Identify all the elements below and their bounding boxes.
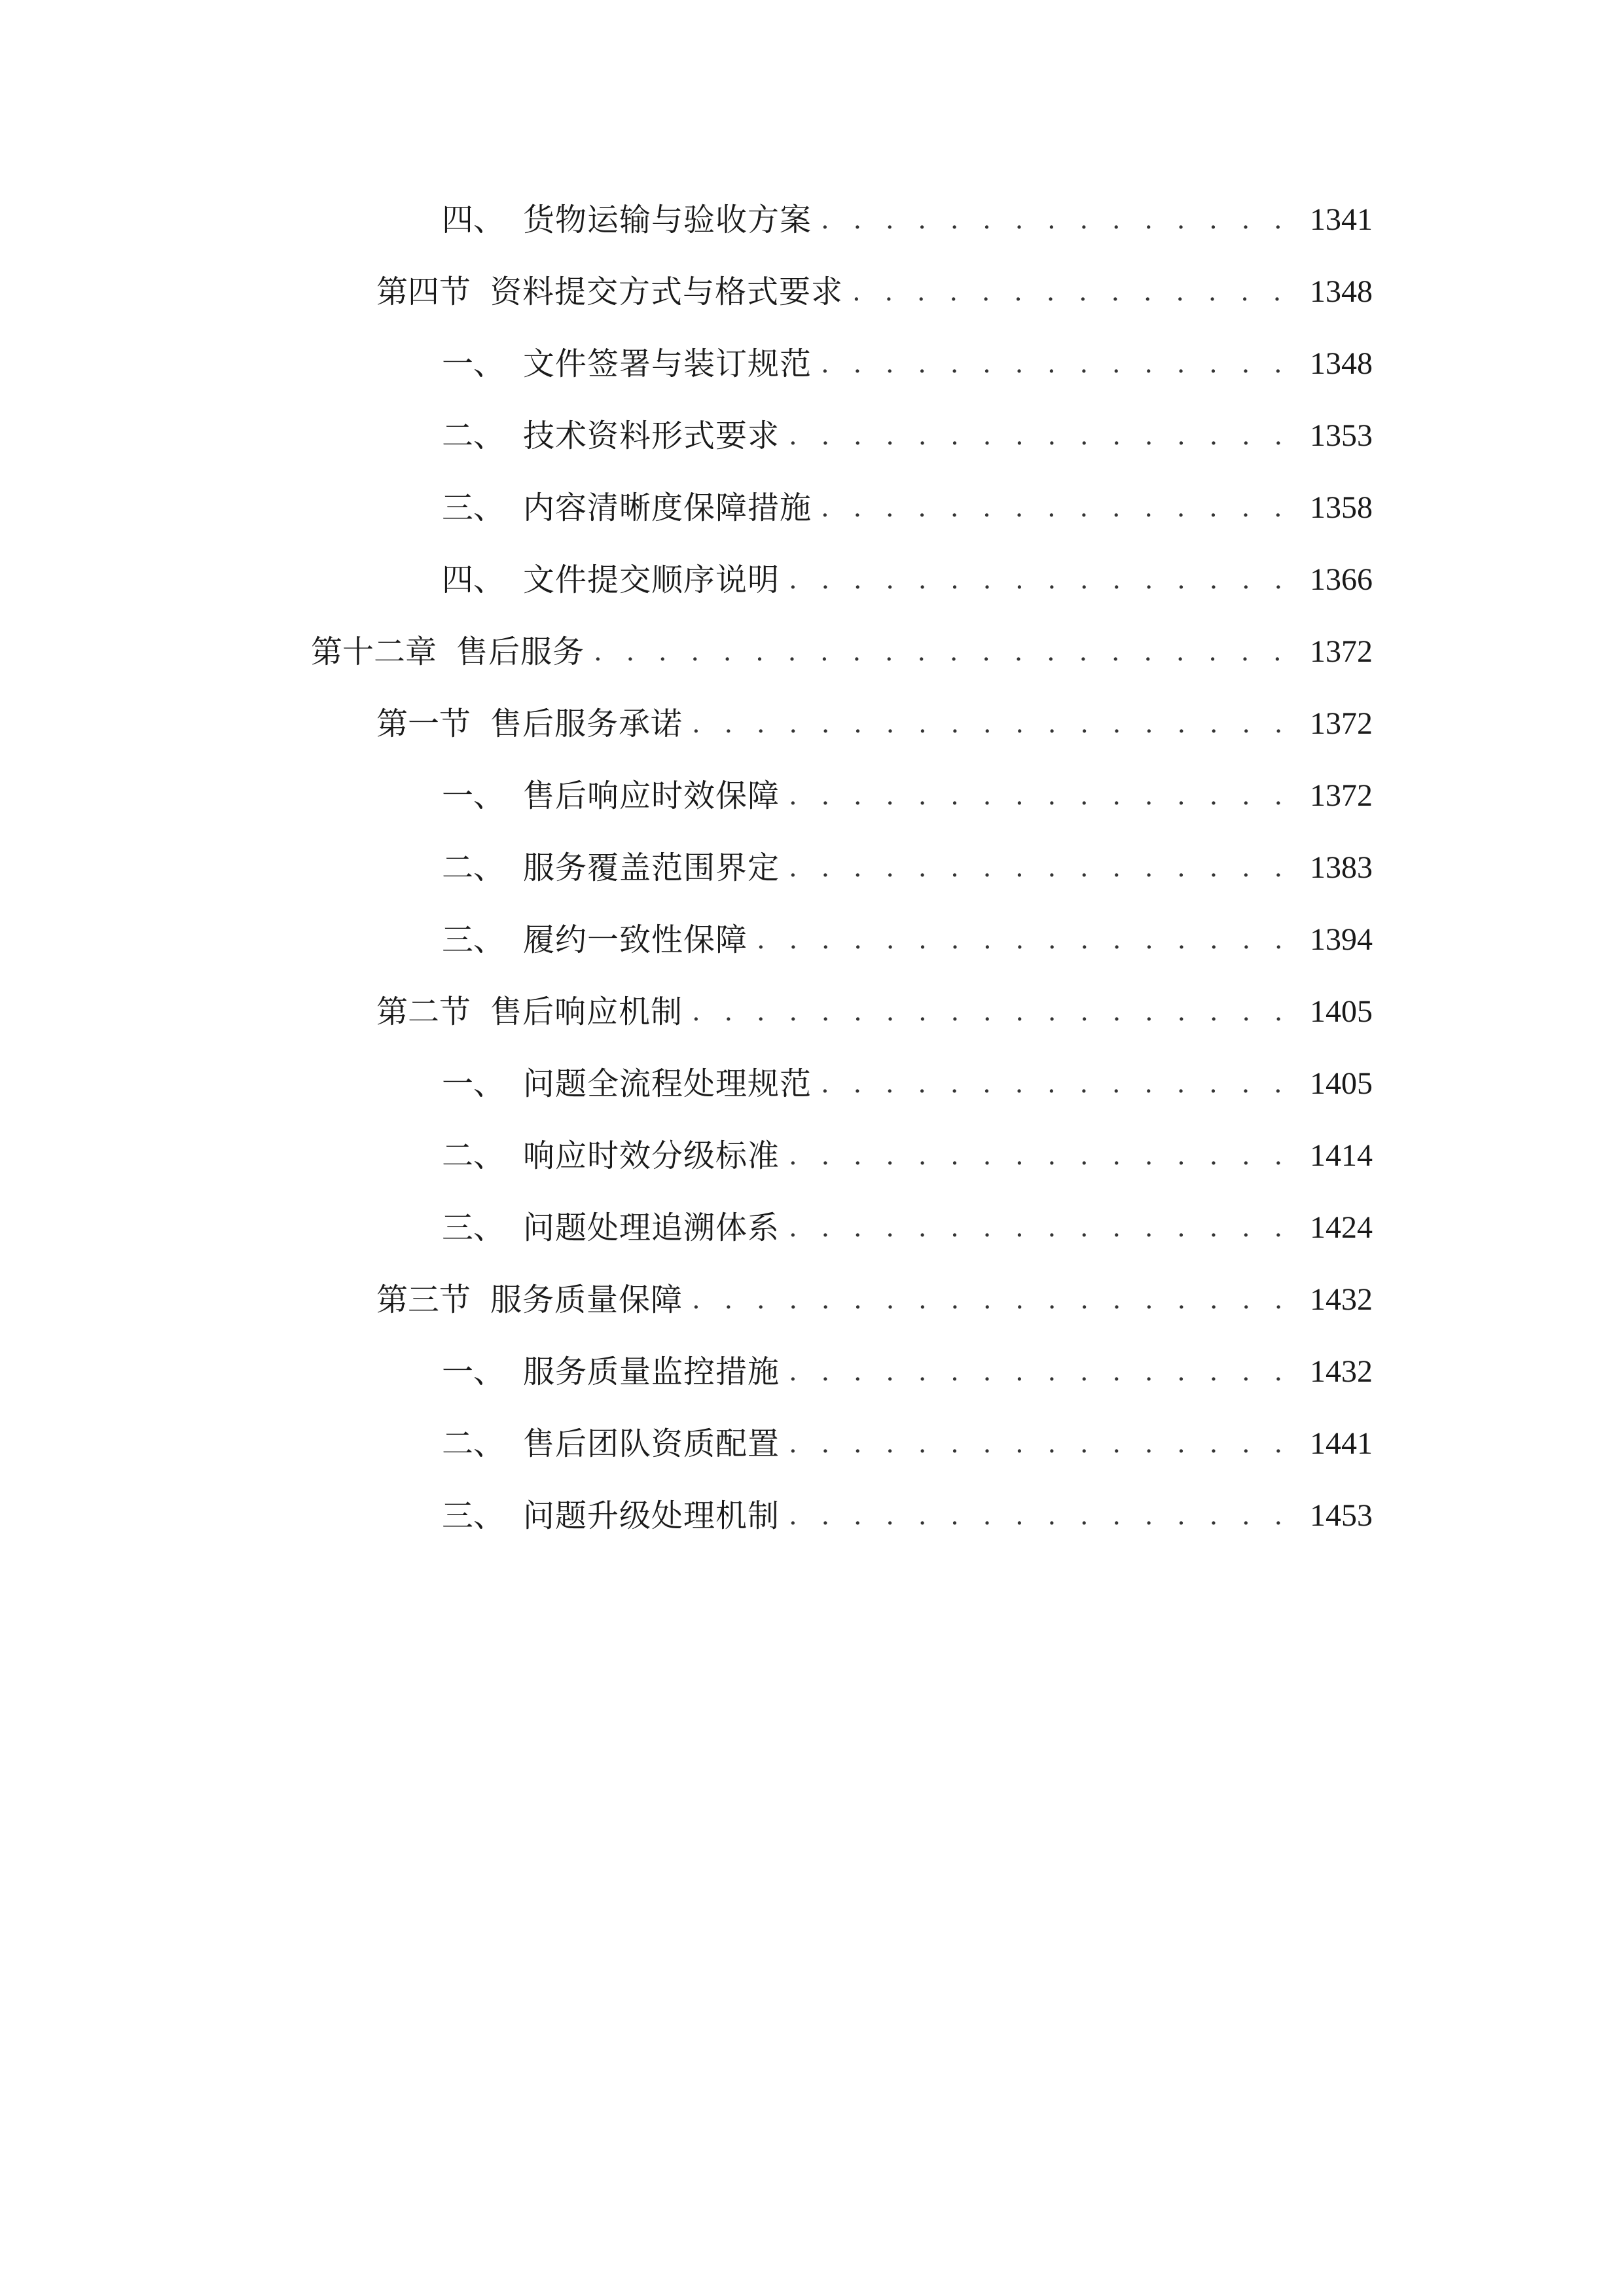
toc-entry-title: 货物运输与验收方案: [523, 202, 812, 238]
toc-entry-number: 第二节: [376, 994, 471, 1030]
toc-dot-leader: [821, 338, 1301, 390]
toc-dot-leader: [789, 1418, 1301, 1470]
toc-entry-page: 1353: [1310, 418, 1373, 453]
toc-entry-page: 1432: [1310, 1354, 1373, 1389]
toc-entry-number: 三、: [442, 1210, 505, 1246]
toc-entry[interactable]: [442, 482, 1373, 534]
toc-entry-title: 文件提交顺序说明: [523, 562, 780, 598]
toc-entry[interactable]: [442, 194, 1373, 246]
toc-entry-page: 1372: [1310, 706, 1373, 741]
toc-dot-leader: [789, 842, 1301, 894]
toc-entry-title: 文件签署与装订规范: [523, 346, 812, 382]
toc-dot-leader: [789, 1346, 1301, 1398]
toc-entry-page: 1405: [1310, 1066, 1373, 1101]
toc-entry[interactable]: [311, 626, 1373, 678]
toc-entry-page: 1441: [1310, 1426, 1373, 1461]
toc-entry-title: 售后响应机制: [490, 994, 683, 1030]
toc-entry[interactable]: [376, 1274, 1373, 1326]
toc-dot-leader: [821, 482, 1301, 534]
toc-entry-page: 1383: [1310, 850, 1373, 885]
toc-dot-leader: [757, 914, 1301, 966]
toc-dot-leader: [789, 554, 1301, 606]
toc-entry-title: 响应时效分级标准: [523, 1138, 780, 1174]
toc-entry[interactable]: [442, 1130, 1373, 1182]
toc-dot-leader: [789, 770, 1301, 822]
toc-entry[interactable]: [442, 1490, 1373, 1542]
toc-entry[interactable]: [442, 1418, 1373, 1470]
toc-entry-number: 四、: [442, 202, 505, 238]
toc-entry-title: 售后服务: [456, 634, 585, 670]
toc-entry-title: 履约一致性保障: [523, 922, 748, 958]
toc-dot-leader: [692, 1274, 1301, 1326]
toc-entry-title: 售后团队资质配置: [523, 1426, 780, 1462]
toc-entry-page: 1405: [1310, 994, 1373, 1029]
toc-dot-leader: [594, 626, 1301, 678]
toc-entry[interactable]: [442, 842, 1373, 894]
toc-dot-leader: [789, 410, 1301, 462]
toc-entry-page: 1424: [1310, 1210, 1373, 1245]
toc-dot-leader: [821, 194, 1301, 246]
toc-entry-number: 三、: [442, 490, 505, 526]
toc-entry-title: 售后响应时效保障: [523, 778, 780, 814]
toc-entry-title: 服务覆盖范围界定: [523, 850, 780, 886]
toc-entry-page: 1394: [1310, 922, 1373, 957]
toc-entry[interactable]: [442, 338, 1373, 390]
toc-dot-leader: [789, 1490, 1301, 1542]
toc-entry-page: 1372: [1310, 778, 1373, 813]
toc-entry-title: 内容清晰度保障措施: [523, 490, 812, 526]
toc-entry-number: 四、: [442, 562, 505, 598]
toc-entry-number: 一、: [442, 1066, 505, 1102]
toc-entry-number: 第十二章: [311, 634, 437, 670]
toc-entry-title: 服务质量监控措施: [523, 1354, 780, 1390]
toc-entry-page: 1341: [1310, 202, 1373, 237]
toc-entry-page: 1348: [1310, 274, 1373, 309]
toc-dot-leader: [852, 266, 1301, 318]
toc-entry-page: 1358: [1310, 490, 1373, 525]
toc-entry-page: 1366: [1310, 562, 1373, 597]
toc-entry-number: 第一节: [376, 706, 471, 742]
toc-entry[interactable]: [376, 266, 1373, 318]
toc-entry-number: 第四节: [376, 274, 471, 310]
toc-entry-title: 资料提交方式与格式要求: [490, 274, 844, 310]
toc-entry-number: 一、: [442, 778, 505, 814]
toc-dot-leader: [789, 1202, 1301, 1254]
toc-entry[interactable]: [442, 410, 1373, 462]
toc-entry-title: 服务质量保障: [490, 1282, 683, 1318]
toc-entry-page: 1453: [1310, 1498, 1373, 1533]
toc-entry[interactable]: [442, 554, 1373, 606]
toc-entry-number: 二、: [442, 418, 505, 454]
toc-entry[interactable]: [442, 1058, 1373, 1110]
toc-entry-page: 1348: [1310, 346, 1373, 381]
toc-entry-number: 一、: [442, 346, 505, 382]
toc-entry-title: 问题全流程处理规范: [523, 1066, 812, 1102]
toc-dot-leader: [692, 698, 1301, 750]
toc-entry[interactable]: [442, 1346, 1373, 1398]
toc-entry[interactable]: [442, 914, 1373, 966]
toc-entry-number: 第三节: [376, 1282, 471, 1318]
toc-entry-title: 问题升级处理机制: [523, 1498, 780, 1534]
toc-entry-title: 技术资料形式要求: [523, 418, 780, 454]
toc-entry-number: 三、: [442, 922, 505, 958]
toc-entry-page: 1372: [1310, 634, 1373, 669]
toc-dot-leader: [789, 1130, 1301, 1182]
toc-entry-title: 问题处理追溯体系: [523, 1210, 780, 1246]
toc-entry[interactable]: [442, 770, 1373, 822]
toc-entry[interactable]: [376, 698, 1373, 750]
toc-entry-number: 一、: [442, 1354, 505, 1390]
toc-entry-number: 三、: [442, 1498, 505, 1534]
toc-entry[interactable]: [376, 986, 1373, 1038]
toc-entry-title: 售后服务承诺: [490, 706, 683, 742]
toc-entry-number: 二、: [442, 1138, 505, 1174]
toc-entry-page: 1414: [1310, 1138, 1373, 1173]
toc-dot-leader: [692, 986, 1301, 1038]
toc-entry-page: 1432: [1310, 1282, 1373, 1317]
toc-entry[interactable]: [442, 1202, 1373, 1254]
toc-entry-number: 二、: [442, 1426, 505, 1462]
toc-dot-leader: [821, 1058, 1301, 1110]
toc-entry-number: 二、: [442, 850, 505, 886]
